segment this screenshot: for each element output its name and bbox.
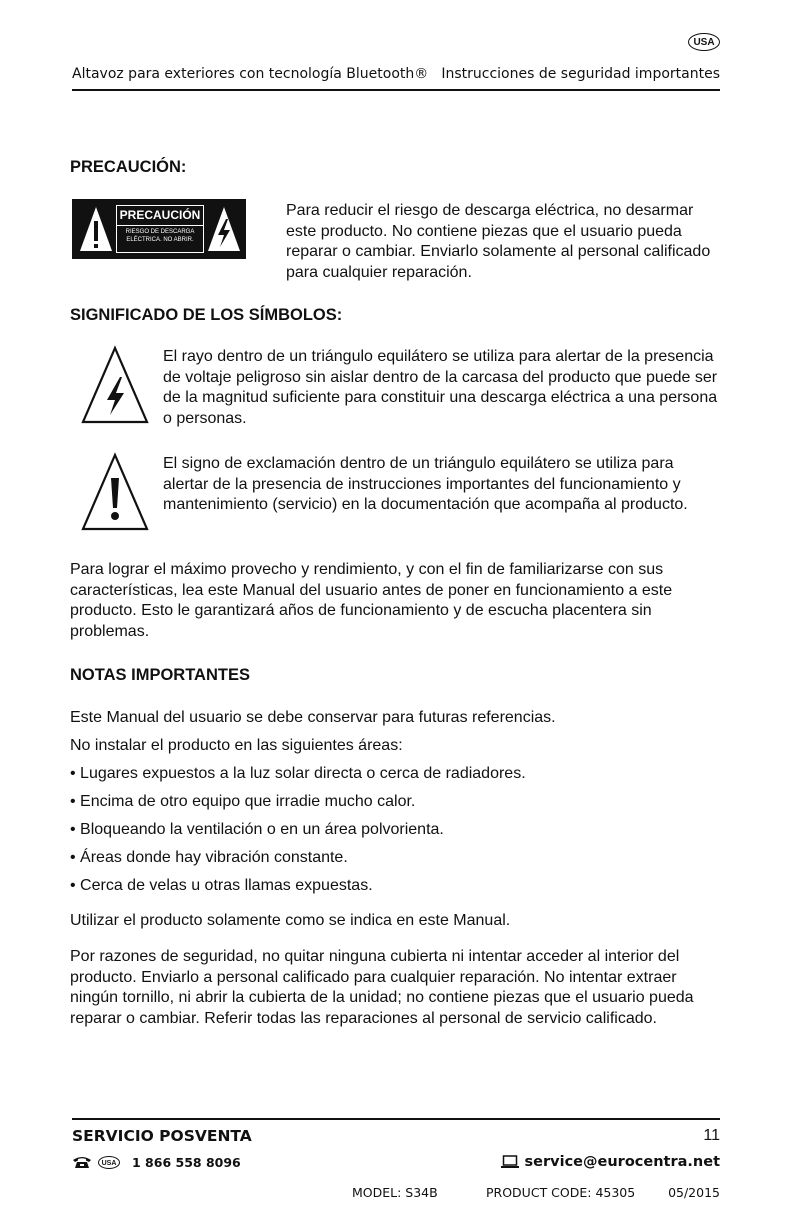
caution-label-subtitle	[117, 225, 203, 244]
warning-exclamation-icon	[78, 205, 114, 253]
list-item: • Cerca de velas u otras llamas expuestas.	[70, 877, 373, 894]
caution-label	[72, 199, 246, 259]
footer-divider	[72, 1118, 720, 1120]
telephone-icon	[72, 1155, 92, 1169]
list-item: • Encima de otro equipo que irradie mucho calor.	[70, 793, 416, 810]
header-section-title: Instrucciones de seguridad importantes	[441, 66, 720, 82]
list-item: • Lugares expuestos a la luz solar directa o cerca de radiadores.	[70, 765, 526, 782]
lightning-triangle-icon	[80, 345, 150, 425]
caution-label-title: PRECAUCIÓN	[119, 208, 201, 222]
phone-usa-badge: USA	[98, 1156, 120, 1169]
list-item: • Áreas donde hay vibración constante.	[70, 849, 348, 866]
model-number: MODEL: S34B	[352, 1185, 438, 1200]
phone-contact	[72, 1153, 241, 1171]
lightning-symbol-text: El rayo dentro de un triángulo equilátero se utiliza para alertar de la presencia de voltaje peligroso sin aislar dentro de la carcasa del producto que puede ser de la magnitud suficiente para constituir una descarga eléctrica a una persona o personas.	[163, 348, 718, 427]
service-title: SERVICIO POSVENTA	[72, 1127, 252, 1145]
phone-number[interactable]: 1 866 558 8096	[132, 1154, 241, 1170]
email-contact	[501, 1152, 720, 1172]
list-item: • Bloqueando la ventilación o en un área polvorienta.	[70, 821, 444, 838]
exclamation-symbol-text: El signo de exclamación dentro de un triángulo equilátero se utiliza para alertar de la presencia de instrucciones importantes del funcionamiento y mantenimiento (servicio) en la documentación que acompaña al producto.	[163, 455, 688, 513]
email-address[interactable]: service@eurocentra.net	[524, 1154, 720, 1170]
safety-paragraph: Por razones de seguridad, no quitar ninguna cubierta ni intentar acceder al interior del producto. Enviarlo a personal calificado para cualquier reparación. No intentar extraer ningún tornillo, ni abrir la cubierta de la unidad; no contiene piezas que el usuario pueda reparar o cambiar. Referir todas las reparaciones al personal de servicio calificado.	[70, 948, 694, 1027]
product-code: PRODUCT CODE: 45305	[486, 1185, 636, 1200]
keep-manual-note: Este Manual del usuario se debe conservar para futuras referencias.	[70, 709, 556, 726]
page-number: 11	[703, 1127, 720, 1144]
print-date: 05/2015	[668, 1185, 720, 1200]
intro-paragraph: Para lograr el máximo provecho y rendimiento, y con el fin de familiarizarse con sus características, lea este Manual del usuario antes de poner en funcionamiento a este producto. Esto le garantizará años de funcionamiento y de escucha placentera sin problemas.	[70, 561, 673, 640]
areas-intro: No instalar el producto en las siguientes áreas:	[70, 737, 403, 754]
caution-text: Para reducir el riesgo de descarga eléctrica, no desarmar este producto. No contiene piezas que el usuario pueda reparar o cambiar. Enviarlo solamente al personal calificado para cualquier reparación.	[286, 202, 711, 281]
warning-lightning-icon	[206, 205, 242, 253]
computer-icon	[501, 1155, 519, 1169]
caution-label-sub-line-2: ELÉCTRICA. NO ABRIR.	[126, 237, 194, 243]
use-only-note: Utilizar el producto solamente como se indica en este Manual.	[70, 912, 511, 929]
caution-label-text	[116, 205, 204, 253]
caution-label-sub-line-1: RIESGO DE DESCARGA	[125, 229, 195, 235]
header-divider	[72, 89, 720, 91]
exclamation-triangle-icon	[80, 452, 150, 532]
header-product-title: Altavoz para exteriores con tecnología Bluetooth®	[72, 66, 429, 82]
caution-heading: PRECAUCIÓN:	[70, 158, 187, 176]
usa-badge: USA	[688, 33, 720, 51]
symbols-heading: SIGNIFICADO DE LOS SÍMBOLOS:	[70, 306, 343, 324]
notes-heading: NOTAS IMPORTANTES	[70, 666, 250, 684]
